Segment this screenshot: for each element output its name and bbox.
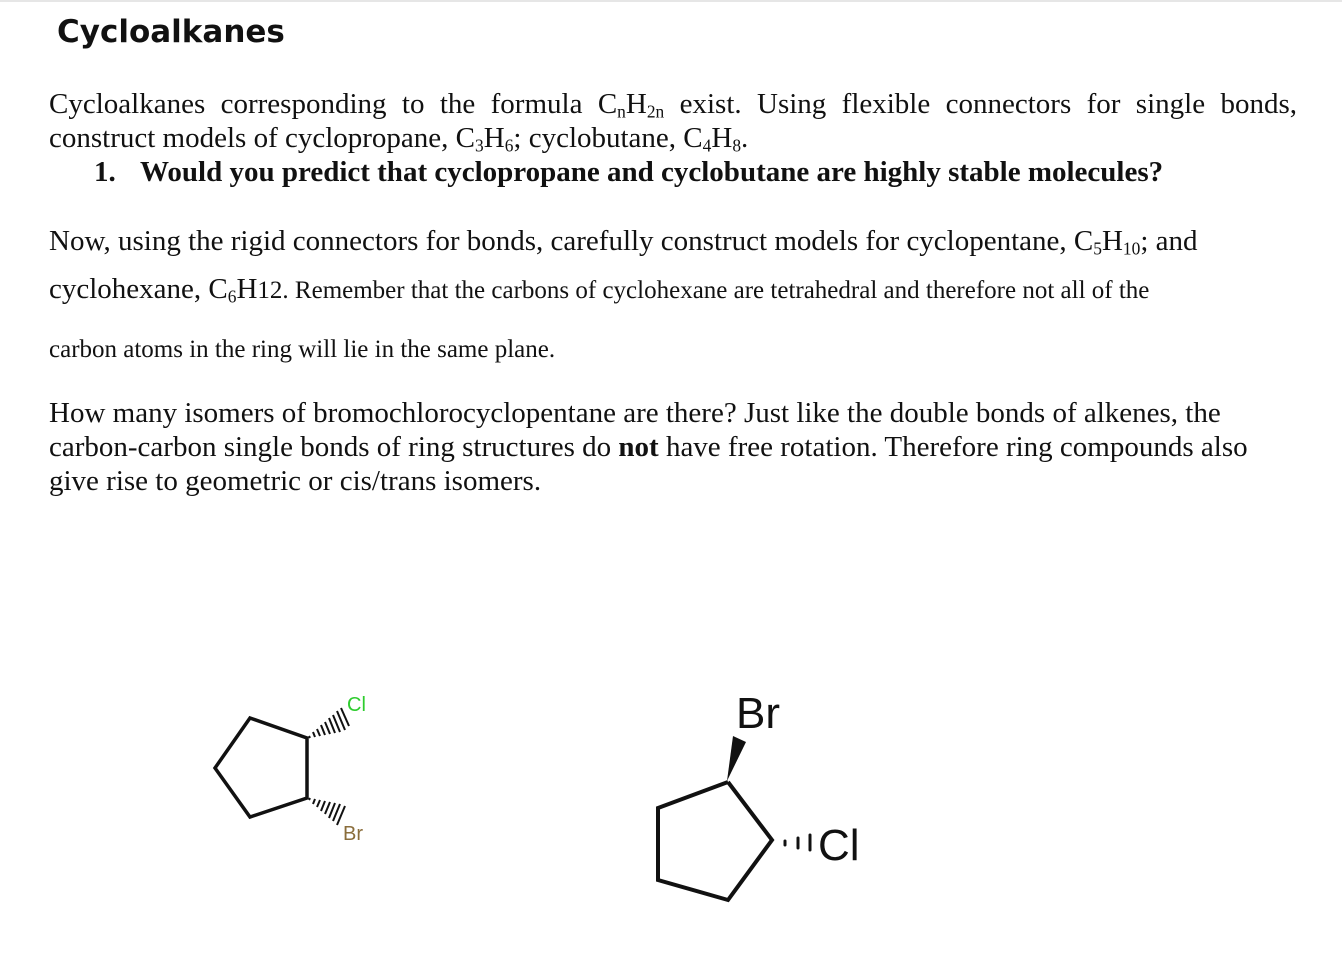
paragraph-intro: Cycloalkanes corresponding to the formula $C_nH_{2n}$ exist. Using flexible connectors for single bonds, construct models of cyclopropane, $C_3H_6$; cyclobutane, $C_4H_8$. [49, 88, 1297, 156]
question-text: Would you predict that cyclopropane and cyclobutane are highly stable molecules? [140, 156, 1164, 188]
molecule-1-structure [200, 680, 400, 850]
hashed-bond-cl [785, 835, 810, 850]
paragraph-rigid-line1: Now, using the rigid connectors for bonds, carefully construct models for cyclopentane, $C_5H_{10}$; and [49, 225, 1198, 259]
question-number: 1. [94, 156, 116, 188]
cyclopentane-ring [658, 780, 770, 900]
paragraph-rigid-line2: cyclohexane, $C_6H12$. Remember that the carbons of cyclohexane are tetrahedral and therefore not all of the [49, 273, 1150, 307]
paragraph-isomers: How many isomers of bromochlorocyclopentane are there? Just like the double bonds of alkenes, the carbon-carbon single bonds of ring structures do not have free rotation. Therefore ring compounds also give rise to geometric or cis/trans isomers. [49, 397, 1248, 497]
bromine-label: Br [736, 689, 780, 738]
chlorine-label: Cl [347, 694, 366, 716]
emphasis-not: not [618, 431, 659, 463]
paragraph-rigid-line3: carbon atoms in the ring will lie in the same plane. [49, 336, 556, 363]
molecule-2-structure [640, 680, 900, 920]
question-1 [94, 155, 1163, 189]
chlorine-label: Cl [818, 821, 860, 870]
wedge-bond-br [727, 736, 746, 781]
top-divider [0, 0, 1342, 2]
bromine-label: Br [343, 823, 363, 845]
hashed-bond-br [309, 798, 345, 825]
cyclopentane-ring-bonds [658, 782, 772, 900]
page-title: Cycloalkanes [57, 14, 285, 50]
hashed-bond-cl [309, 708, 349, 738]
cyclopentane-ring [215, 718, 307, 817]
